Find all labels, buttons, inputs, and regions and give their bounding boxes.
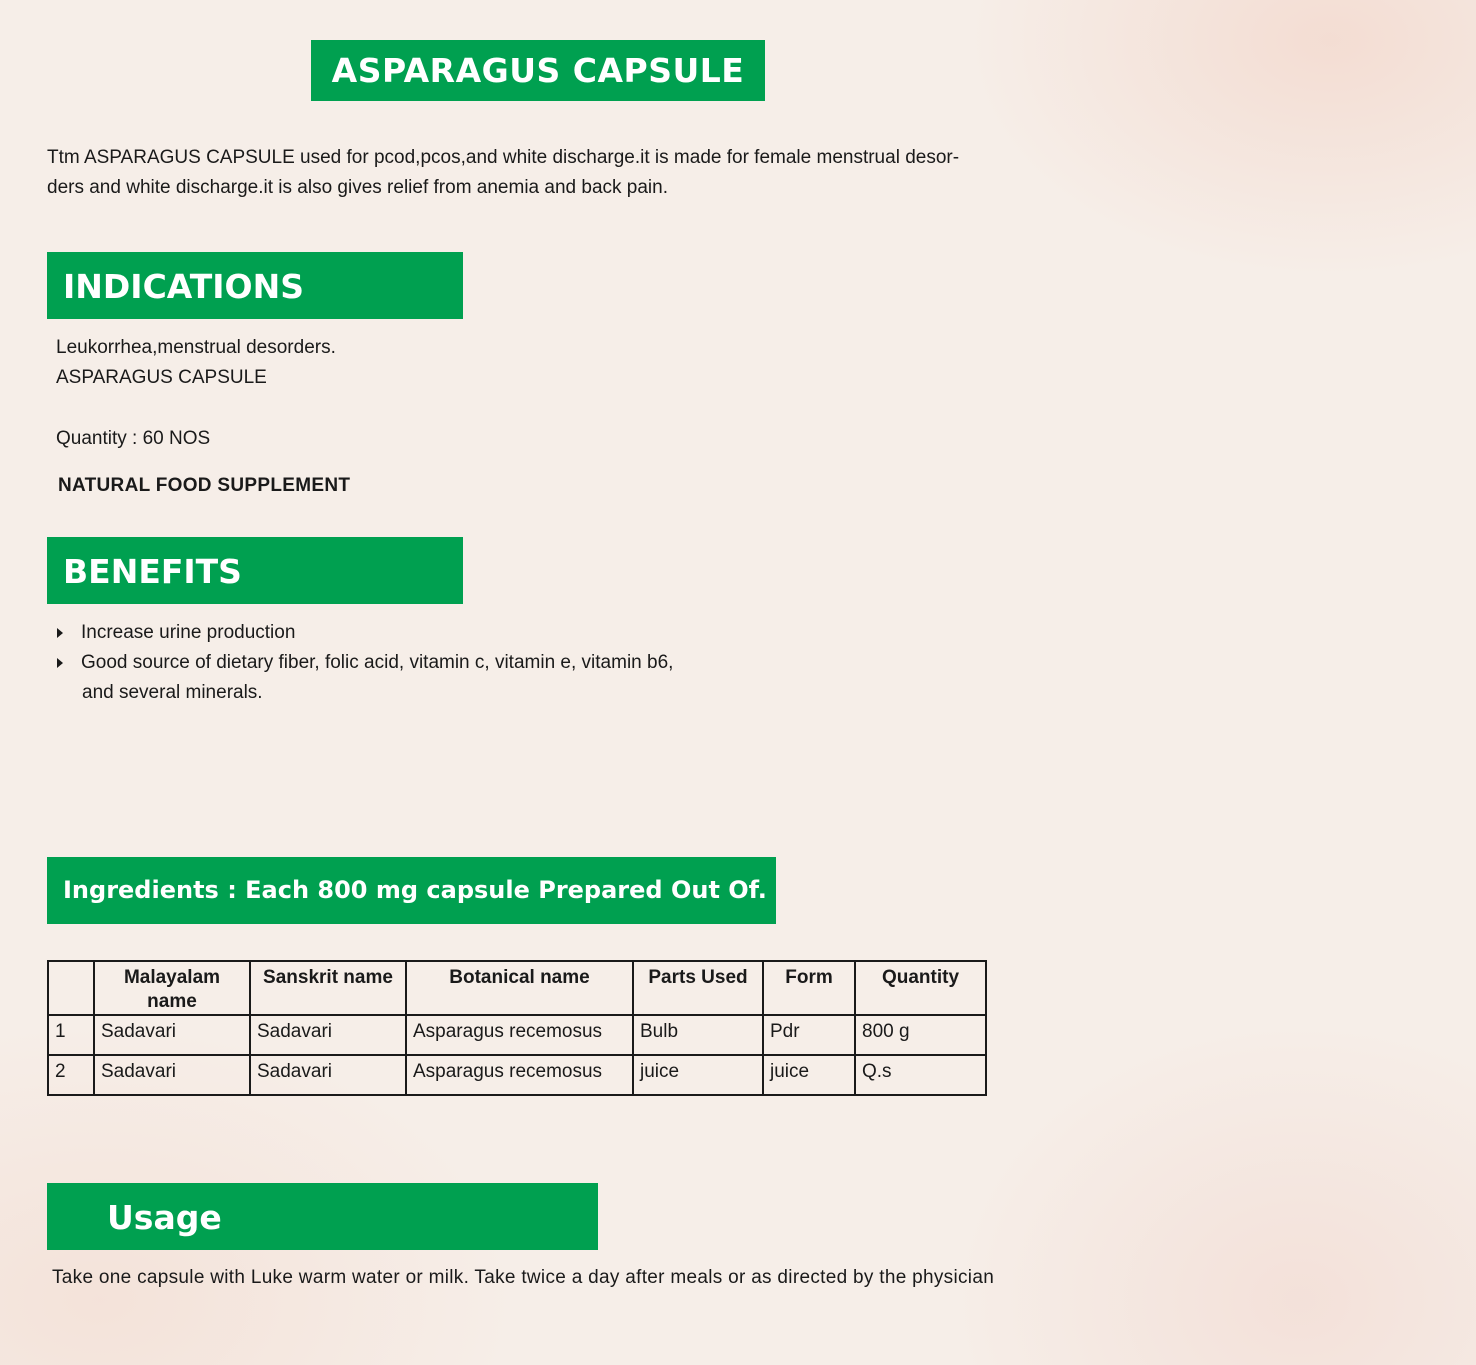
- bullet-triangle-icon: [57, 628, 63, 638]
- indications-heading: INDICATIONS: [47, 252, 463, 319]
- column-header-form: Form: [763, 961, 855, 1015]
- usage-heading: Usage: [47, 1183, 598, 1250]
- quantity-text: Quantity : 60 NOS: [56, 428, 211, 449]
- column-header-parts-used: Parts Used: [633, 961, 763, 1015]
- table-header-row: [48, 961, 986, 1015]
- cell-botanical-name: Asparagus recemosus: [406, 1015, 633, 1055]
- cell-form: juice: [763, 1055, 855, 1095]
- intro-line-1: Ttm ASPARAGUS CAPSULE used for pcod,pcos,and white discharge.it is made for female menstrual desor-: [47, 147, 960, 168]
- benefit-item: [57, 618, 295, 648]
- table-row: [48, 1055, 986, 1095]
- intro-paragraph: [47, 143, 1037, 203]
- cell-quantity: Q.s: [855, 1055, 986, 1095]
- cell-sanskrit-name: Sadavari: [250, 1015, 406, 1055]
- intro-line-2: ders and white discharge.it is also gives relief from anemia and back pain.: [47, 177, 668, 198]
- column-header-quantity: Quantity: [855, 961, 986, 1015]
- benefit-item: [57, 648, 673, 678]
- cell-parts-used: Bulb: [633, 1015, 763, 1055]
- ingredients-heading: Ingredients : Each 800 mg capsule Prepared Out Of.: [47, 857, 776, 924]
- column-header-botanical-name: Botanical name: [406, 961, 633, 1015]
- cell-malayalam-name: Sadavari: [94, 1055, 250, 1095]
- cell-botanical-name: Asparagus recemosus: [406, 1055, 633, 1095]
- cell-parts-used: juice: [633, 1055, 763, 1095]
- cell-form: Pdr: [763, 1015, 855, 1055]
- column-header-index: [48, 961, 94, 1015]
- cell-index: 2: [48, 1055, 94, 1095]
- page-title: ASPARAGUS CAPSULE: [311, 40, 765, 101]
- supplement-label: NATURAL FOOD SUPPLEMENT: [58, 475, 351, 496]
- benefit-text: Increase urine production: [81, 622, 296, 643]
- benefits-heading: BENEFITS: [47, 537, 463, 604]
- bullet-triangle-icon: [57, 658, 63, 668]
- benefit-continuation: and several minerals.: [82, 682, 263, 703]
- usage-text: Take one capsule with Luke warm water or milk. Take twice a day after meals or as directed by the physician: [52, 1267, 995, 1288]
- column-header-sanskrit-name: Sanskrit name: [250, 961, 406, 1015]
- ingredients-table: [47, 960, 987, 1096]
- table-row: [48, 1015, 986, 1055]
- cell-sanskrit-name: Sadavari: [250, 1055, 406, 1095]
- cell-malayalam-name: Sadavari: [94, 1015, 250, 1055]
- product-name-text: ASPARAGUS CAPSULE: [56, 367, 267, 388]
- cell-quantity: 800 g: [855, 1015, 986, 1055]
- indications-text: Leukorrhea,menstrual desorders.: [56, 337, 336, 358]
- cell-index: 1: [48, 1015, 94, 1055]
- benefit-text: Good source of dietary fiber, folic acid, vitamin c, vitamin e, vitamin b6,: [81, 652, 674, 673]
- column-header-malayalam-name: Malayalam name: [94, 961, 250, 1015]
